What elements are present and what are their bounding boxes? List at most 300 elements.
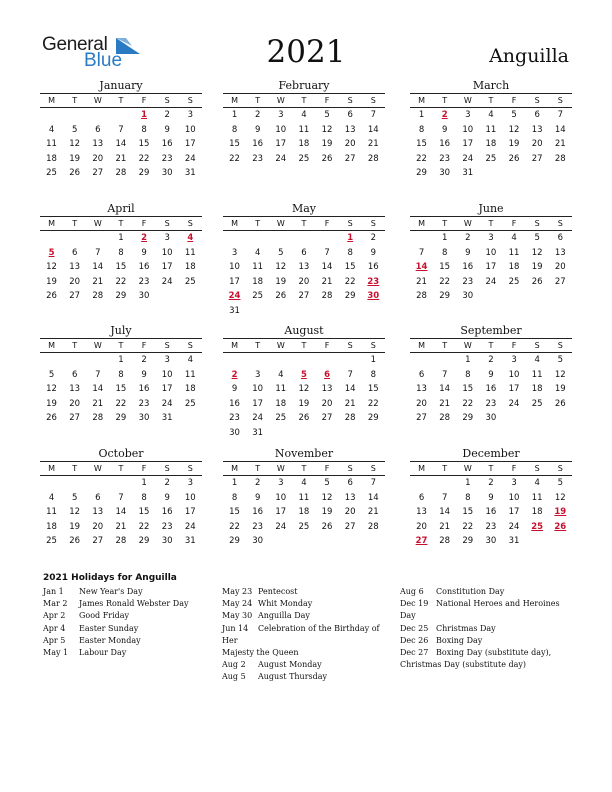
weekday-header: T xyxy=(246,94,269,108)
holiday-name: August Monday xyxy=(258,660,322,670)
day-cell: 7 xyxy=(324,247,330,258)
day-cell: 17 xyxy=(161,384,173,395)
weekday-header: S xyxy=(526,217,549,231)
day-cell: 25 xyxy=(275,413,287,424)
day-cell: 30 xyxy=(138,291,150,302)
holiday-row xyxy=(222,586,392,598)
day-cell: 8 xyxy=(231,124,238,135)
day-cell: 3 xyxy=(187,478,194,488)
day-cell: 27 xyxy=(92,168,104,179)
day-cell: 31 xyxy=(229,305,240,316)
day-cell: 20 xyxy=(298,276,310,287)
month-title: March xyxy=(472,79,510,92)
day-cell: 11 xyxy=(46,139,57,150)
day-cell: 10 xyxy=(508,492,520,503)
weekday-header: W xyxy=(269,339,292,353)
holiday-row xyxy=(222,610,392,622)
day-cell: 23 xyxy=(439,153,451,164)
empty-day-cell xyxy=(292,231,315,246)
day-cell: 18 xyxy=(531,384,543,395)
holiday-date: Jun 14 xyxy=(222,623,249,633)
day-cell: 28 xyxy=(367,521,379,532)
day-cell: 24 xyxy=(161,398,173,409)
day-cell: 29 xyxy=(229,536,240,547)
weekday-header: T xyxy=(292,94,315,108)
holiday-name: Boxing Day (substitute day), xyxy=(436,648,552,658)
day-cell: 16 xyxy=(462,262,474,273)
day-cell: 16 xyxy=(485,507,497,518)
weekday-header: M xyxy=(40,462,63,476)
day-cell: 2 xyxy=(164,110,170,120)
holiday-name: Whit Monday xyxy=(258,599,313,609)
day-cell: 5 xyxy=(71,124,78,135)
holiday-day-cell: 19 xyxy=(554,507,567,518)
day-cell: 8 xyxy=(141,124,147,135)
day-cell: 8 xyxy=(465,492,471,503)
weekday-header: S xyxy=(179,462,202,476)
day-cell: 9 xyxy=(370,247,377,258)
weekday-header: W xyxy=(86,339,109,353)
day-cell: 22 xyxy=(462,398,474,409)
day-cell: 21 xyxy=(367,507,379,518)
empty-day-cell xyxy=(86,108,109,123)
empty-day-cell xyxy=(410,476,433,491)
day-cell: 28 xyxy=(367,153,379,164)
weekday-header: S xyxy=(339,339,362,353)
empty-day-cell xyxy=(316,353,339,368)
month-title: November xyxy=(274,447,334,460)
day-cell: 26 xyxy=(275,291,287,302)
day-cell: 9 xyxy=(465,247,471,258)
weekday-header: S xyxy=(362,339,385,353)
holiday-day-cell: 23 xyxy=(367,276,380,287)
holiday-row xyxy=(400,623,570,635)
day-cell: 8 xyxy=(118,247,124,258)
month-days-grid xyxy=(223,93,385,166)
holiday-date: Dec 27 xyxy=(400,648,429,658)
day-cell: 22 xyxy=(229,153,240,164)
day-cell: 20 xyxy=(531,139,543,150)
day-cell: 23 xyxy=(252,521,264,532)
day-cell: 22 xyxy=(115,398,127,409)
holiday-row xyxy=(400,598,570,610)
day-cell: 26 xyxy=(69,536,81,547)
day-cell: 4 xyxy=(534,478,540,488)
holiday-date: Dec 19 xyxy=(400,599,429,609)
day-cell: 29 xyxy=(138,536,150,547)
day-cell: 11 xyxy=(252,262,264,273)
day-cell: 11 xyxy=(298,492,310,503)
day-cell: 8 xyxy=(141,492,147,503)
day-cell: 12 xyxy=(554,369,566,380)
empty-day-cell xyxy=(40,476,63,491)
day-cell: 4 xyxy=(301,478,307,488)
weekday-header: T xyxy=(246,339,269,353)
day-cell: 14 xyxy=(367,492,379,503)
day-cell: 19 xyxy=(69,521,81,532)
day-cell: 21 xyxy=(416,276,427,287)
empty-day-cell xyxy=(223,353,246,368)
day-cell: 9 xyxy=(254,492,261,503)
weekday-header: S xyxy=(549,339,572,353)
month-days-grid xyxy=(410,338,572,426)
empty-day-cell xyxy=(109,476,132,491)
day-cell: 12 xyxy=(275,262,287,273)
day-cell: 8 xyxy=(465,369,471,380)
empty-day-cell xyxy=(410,231,433,246)
day-cell: 7 xyxy=(418,247,425,258)
holiday-name: National Heroes and Heroines xyxy=(436,599,560,609)
day-cell: 31 xyxy=(184,168,196,179)
day-cell: 15 xyxy=(138,507,150,518)
holiday-name: Pentecost xyxy=(258,587,298,596)
day-cell: 20 xyxy=(321,398,333,409)
day-cell: 15 xyxy=(138,139,150,150)
holiday-name: Christmas Day xyxy=(436,623,496,633)
day-cell: 14 xyxy=(367,124,379,135)
day-cell: 14 xyxy=(92,384,104,395)
weekday-header: F xyxy=(503,339,526,353)
day-cell: 23 xyxy=(138,398,150,409)
day-cell: 11 xyxy=(508,247,520,258)
holiday-name: New Year's Day xyxy=(79,587,143,596)
month-days-grid xyxy=(40,338,202,426)
empty-day-cell xyxy=(433,353,456,368)
day-cell: 3 xyxy=(511,478,517,488)
holiday-date: Dec 25 xyxy=(400,623,429,633)
day-cell: 24 xyxy=(252,413,264,424)
day-cell: 7 xyxy=(95,247,101,258)
day-cell: 27 xyxy=(92,536,104,547)
weekday-header: M xyxy=(410,94,433,108)
holiday-name: August Thursday xyxy=(258,672,328,682)
day-cell: 30 xyxy=(462,291,474,302)
day-cell: 5 xyxy=(278,247,284,258)
day-cell: 2 xyxy=(254,110,261,120)
holiday-name: Easter Monday xyxy=(79,635,141,645)
month-title: January xyxy=(99,79,143,92)
weekday-header: S xyxy=(156,217,179,231)
day-cell: 27 xyxy=(69,413,81,424)
day-cell: 24 xyxy=(485,276,497,287)
day-cell: 22 xyxy=(344,276,356,287)
day-cell: 19 xyxy=(321,139,333,150)
day-cell: 20 xyxy=(92,521,104,532)
day-cell: 3 xyxy=(187,110,194,120)
day-cell: 1 xyxy=(441,233,448,243)
day-cell: 13 xyxy=(344,124,356,135)
day-cell: 17 xyxy=(184,139,196,150)
day-cell: 28 xyxy=(439,536,451,547)
day-cell: 19 xyxy=(321,507,333,518)
holiday-row xyxy=(43,623,213,635)
day-cell: 21 xyxy=(92,398,104,409)
holiday-row xyxy=(222,659,392,671)
weekday-header: W xyxy=(269,94,292,108)
day-cell: 4 xyxy=(278,369,284,380)
weekday-header: S xyxy=(339,94,362,108)
weekday-header: M xyxy=(223,217,246,231)
day-cell: 14 xyxy=(115,139,127,150)
empty-day-cell xyxy=(40,108,63,123)
day-cell: 27 xyxy=(298,291,310,302)
day-cell: 12 xyxy=(554,492,566,503)
day-cell: 20 xyxy=(416,521,427,532)
day-cell: 17 xyxy=(462,139,474,150)
day-cell: 27 xyxy=(344,153,356,164)
day-cell: 26 xyxy=(531,276,543,287)
weekday-header: T xyxy=(292,217,315,231)
day-cell: 24 xyxy=(184,153,196,164)
day-cell: 19 xyxy=(69,153,81,164)
day-cell: 2 xyxy=(465,233,471,243)
day-cell: 23 xyxy=(229,413,240,424)
day-cell: 3 xyxy=(511,355,517,365)
day-cell: 30 xyxy=(252,536,264,547)
weekday-header: M xyxy=(223,94,246,108)
holiday-day-cell: 2 xyxy=(141,233,148,243)
holidays-column-1 xyxy=(43,586,213,659)
day-cell: 11 xyxy=(531,369,543,380)
day-cell: 24 xyxy=(184,521,196,532)
weekday-header: S xyxy=(362,217,385,231)
weekday-header: S xyxy=(526,94,549,108)
day-cell: 8 xyxy=(418,124,425,135)
weekday-header: S xyxy=(549,217,572,231)
logo-text-blue: Blue xyxy=(84,50,123,71)
weekday-header: S xyxy=(179,94,202,108)
empty-day-cell xyxy=(316,231,339,246)
day-cell: 5 xyxy=(557,355,564,365)
weekday-header: S xyxy=(156,462,179,476)
month-days-grid xyxy=(40,216,202,304)
weekday-header: W xyxy=(456,339,479,353)
day-cell: 24 xyxy=(508,398,520,409)
day-cell: 19 xyxy=(554,384,566,395)
day-cell: 14 xyxy=(439,507,451,518)
day-cell: 13 xyxy=(416,507,427,518)
month-july xyxy=(40,324,202,426)
day-cell: 9 xyxy=(441,124,448,135)
day-cell: 14 xyxy=(344,384,356,395)
day-cell: 19 xyxy=(508,139,520,150)
day-cell: 2 xyxy=(164,478,170,488)
day-cell: 25 xyxy=(46,536,57,547)
weekday-header: M xyxy=(40,94,63,108)
day-cell: 26 xyxy=(298,413,310,424)
day-cell: 7 xyxy=(118,124,124,135)
day-cell: 31 xyxy=(462,168,474,179)
month-title: October xyxy=(98,447,144,460)
day-cell: 28 xyxy=(115,168,127,179)
weekday-header: S xyxy=(156,339,179,353)
empty-day-cell xyxy=(433,476,456,491)
weekday-header: S xyxy=(339,217,362,231)
holiday-date: May 30 xyxy=(222,611,253,621)
day-cell: 17 xyxy=(184,507,196,518)
day-cell: 20 xyxy=(92,153,104,164)
day-cell: 10 xyxy=(508,369,520,380)
day-cell: 28 xyxy=(92,413,104,424)
day-cell: 15 xyxy=(344,262,356,273)
day-cell: 12 xyxy=(46,262,57,273)
day-cell: 28 xyxy=(92,291,104,302)
holiday-row xyxy=(43,610,213,622)
holiday-name: Celebration of the Birthday of Her xyxy=(222,623,380,645)
day-cell: 11 xyxy=(275,384,287,395)
day-cell: 4 xyxy=(511,233,517,243)
month-may xyxy=(223,202,385,319)
day-cell: 11 xyxy=(531,492,543,503)
day-cell: 14 xyxy=(92,262,104,273)
day-cell: 24 xyxy=(275,153,287,164)
day-cell: 22 xyxy=(115,276,127,287)
day-cell: 12 xyxy=(69,139,81,150)
day-cell: 19 xyxy=(46,398,57,409)
day-cell: 29 xyxy=(462,413,474,424)
day-cell: 30 xyxy=(439,168,451,179)
day-cell: 5 xyxy=(324,110,330,120)
holiday-row xyxy=(43,586,213,598)
weekday-header: T xyxy=(479,462,502,476)
day-cell: 13 xyxy=(69,262,81,273)
holiday-row xyxy=(400,586,570,598)
day-cell: 29 xyxy=(344,291,356,302)
weekday-header: F xyxy=(503,94,526,108)
day-cell: 21 xyxy=(321,276,333,287)
day-cell: 18 xyxy=(298,507,310,518)
day-cell: 3 xyxy=(164,355,170,365)
day-cell: 16 xyxy=(367,262,379,273)
day-cell: 13 xyxy=(554,247,566,258)
day-cell: 20 xyxy=(554,262,566,273)
day-cell: 8 xyxy=(441,247,448,258)
day-cell: 10 xyxy=(462,124,474,135)
day-cell: 25 xyxy=(184,276,196,287)
day-cell: 8 xyxy=(118,369,124,380)
day-cell: 15 xyxy=(462,507,474,518)
day-cell: 17 xyxy=(508,507,520,518)
holiday-day-cell: 4 xyxy=(187,233,194,243)
holiday-name: Good Friday xyxy=(79,611,130,621)
day-cell: 16 xyxy=(138,262,150,273)
holiday-date: Aug 6 xyxy=(400,587,424,596)
month-days-grid xyxy=(40,93,202,181)
day-cell: 18 xyxy=(252,276,264,287)
day-cell: 26 xyxy=(69,168,81,179)
day-cell: 22 xyxy=(229,521,240,532)
day-cell: 22 xyxy=(367,398,379,409)
weekday-header: W xyxy=(86,462,109,476)
day-cell: 17 xyxy=(508,384,520,395)
day-cell: 28 xyxy=(554,153,566,164)
weekday-header: F xyxy=(316,94,339,108)
day-cell: 29 xyxy=(115,413,127,424)
holiday-name: Constitution Day xyxy=(436,587,505,596)
day-cell: 27 xyxy=(554,276,566,287)
weekday-header: S xyxy=(362,462,385,476)
day-cell: 13 xyxy=(298,262,310,273)
day-cell: 17 xyxy=(252,398,264,409)
month-october xyxy=(40,447,202,549)
empty-day-cell xyxy=(86,476,109,491)
day-cell: 18 xyxy=(508,262,520,273)
day-cell: 30 xyxy=(161,536,173,547)
day-cell: 4 xyxy=(48,124,55,135)
day-cell: 1 xyxy=(118,233,124,243)
day-cell: 28 xyxy=(115,536,127,547)
weekday-header: T xyxy=(479,94,502,108)
day-cell: 1 xyxy=(465,478,471,488)
weekday-header: T xyxy=(246,217,269,231)
holiday-name-continued: Day xyxy=(400,611,416,621)
weekday-header: T xyxy=(109,462,132,476)
holiday-day-cell: 6 xyxy=(324,369,331,380)
weekday-header: T xyxy=(63,217,86,231)
weekday-header: S xyxy=(526,462,549,476)
day-cell: 1 xyxy=(118,355,124,365)
empty-day-cell xyxy=(246,231,269,246)
day-cell: 31 xyxy=(252,427,264,438)
weekday-header: F xyxy=(503,462,526,476)
holiday-day-cell: 5 xyxy=(300,369,307,380)
day-cell: 1 xyxy=(370,355,377,365)
day-cell: 7 xyxy=(370,478,377,488)
day-cell: 13 xyxy=(344,492,356,503)
weekday-header: W xyxy=(456,94,479,108)
country-name: Anguilla xyxy=(489,45,569,67)
day-cell: 22 xyxy=(416,153,427,164)
day-cell: 8 xyxy=(347,247,353,258)
day-cell: 18 xyxy=(485,139,497,150)
day-cell: 2 xyxy=(141,355,147,365)
day-cell: 6 xyxy=(71,247,78,258)
holiday-row xyxy=(222,671,392,683)
day-cell: 27 xyxy=(416,413,427,424)
day-cell: 6 xyxy=(418,369,425,380)
day-cell: 14 xyxy=(439,384,451,395)
day-cell: 16 xyxy=(138,384,150,395)
day-cell: 1 xyxy=(418,110,425,120)
empty-day-cell xyxy=(339,353,362,368)
day-cell: 5 xyxy=(324,478,330,488)
day-cell: 11 xyxy=(184,247,196,258)
holiday-day-cell: 26 xyxy=(554,521,567,532)
day-cell: 6 xyxy=(71,369,78,380)
day-cell: 12 xyxy=(69,507,81,518)
weekday-header: T xyxy=(109,217,132,231)
day-cell: 11 xyxy=(485,124,497,135)
day-cell: 2 xyxy=(370,233,377,243)
day-cell: 6 xyxy=(418,492,425,503)
day-cell: 24 xyxy=(462,153,474,164)
weekday-header: M xyxy=(223,462,246,476)
weekday-header: M xyxy=(410,462,433,476)
day-cell: 15 xyxy=(416,139,427,150)
day-cell: 10 xyxy=(229,262,240,273)
day-cell: 31 xyxy=(184,536,196,547)
day-cell: 9 xyxy=(231,384,238,395)
day-cell: 7 xyxy=(557,110,564,120)
holiday-name: Anguilla Day xyxy=(258,611,310,621)
day-cell: 22 xyxy=(138,153,150,164)
day-cell: 10 xyxy=(184,124,196,135)
day-cell: 12 xyxy=(321,492,333,503)
weekday-header: W xyxy=(456,462,479,476)
weekday-header: T xyxy=(109,339,132,353)
day-cell: 29 xyxy=(367,413,379,424)
day-cell: 4 xyxy=(254,247,261,258)
